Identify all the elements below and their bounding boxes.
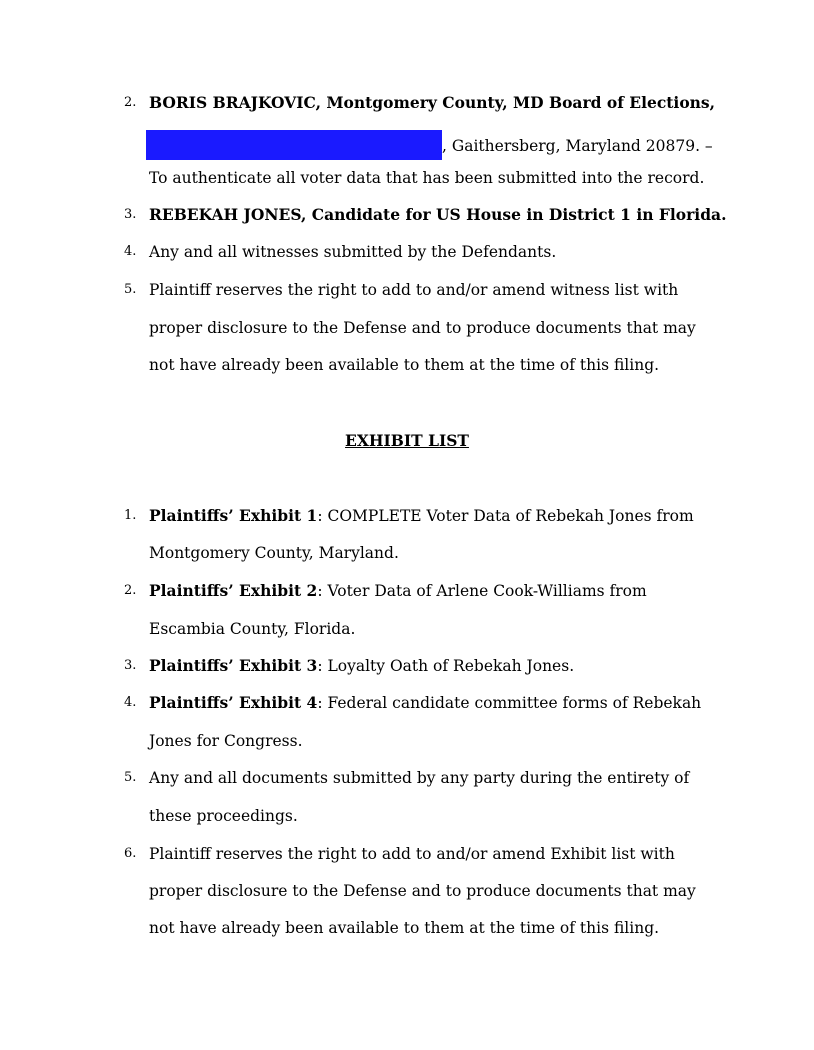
list-number: 6.	[124, 846, 137, 861]
exhibit-any-documents-line-2: these proceedings.	[149, 807, 298, 825]
list-number: 2.	[124, 95, 137, 110]
exhibit-1	[149, 506, 694, 526]
exhibit-list-heading: EXHIBIT LIST	[345, 431, 469, 450]
witness-name-jones: REBEKAH JONES, Candidate for US House in District 1 in Florida.	[149, 205, 727, 224]
exhibit-description: : Voter Data of Arlene Cook-Williams from	[317, 582, 647, 600]
witness-defendants: Any and all witnesses submitted by the Defendants.	[149, 243, 557, 261]
exhibit-label: Plaintiffs’ Exhibit 4	[149, 693, 318, 712]
list-number: 3.	[124, 658, 137, 673]
list-number: 5.	[124, 770, 137, 785]
address-city: , Gaithersberg, Maryland 20879. –	[442, 137, 713, 155]
exhibit-1-line-2: Montgomery County, Maryland.	[149, 544, 399, 562]
redaction-box	[146, 130, 442, 160]
redacted-address-line	[146, 130, 713, 160]
witness-reservation-line-2: proper disclosure to the Defense and to produce documents that may	[149, 319, 696, 337]
witness-purpose: To authenticate all voter data that has been submitted into the record.	[149, 169, 705, 187]
exhibit-reservation-line-1: Plaintiff reserves the right to add to and/or amend Exhibit list with	[149, 845, 675, 863]
witness-reservation-line-3: not have already been available to them at the time of this filing.	[149, 356, 660, 374]
exhibit-label: Plaintiffs’ Exhibit 2	[149, 581, 318, 600]
exhibit-4-line-2: Jones for Congress.	[149, 732, 303, 750]
list-number: 4.	[124, 695, 137, 710]
exhibit-description: : COMPLETE Voter Data of Rebekah Jones from	[317, 507, 694, 525]
list-number: 5.	[124, 282, 137, 297]
list-number: 1.	[124, 508, 137, 523]
exhibit-description: : Federal candidate committee forms of Rebekah	[317, 694, 702, 712]
exhibit-2	[149, 581, 647, 601]
exhibit-label: Plaintiffs’ Exhibit 1	[149, 506, 318, 525]
exhibit-4	[149, 693, 701, 713]
exhibit-label: Plaintiffs’ Exhibit 3	[149, 656, 318, 675]
list-number: 4.	[124, 244, 137, 259]
witness-reservation-line-1: Plaintiff reserves the right to add to and/or amend witness list with	[149, 281, 679, 299]
exhibit-3	[149, 656, 574, 676]
list-number: 2.	[124, 583, 137, 598]
list-number: 3.	[124, 207, 137, 222]
exhibit-any-documents-line-1: Any and all documents submitted by any party during the entirety of	[149, 769, 690, 787]
exhibit-2-line-2: Escambia County, Florida.	[149, 620, 356, 638]
exhibit-description: : Loyalty Oath of Rebekah Jones.	[317, 657, 575, 675]
witness-name-brajkovic: BORIS BRAJKOVIC, Montgomery County, MD Board of Elections,	[149, 93, 716, 112]
exhibit-reservation-line-2: proper disclosure to the Defense and to produce documents that may	[149, 882, 696, 900]
exhibit-reservation-line-3: not have already been available to them at the time of this filing.	[149, 919, 660, 937]
